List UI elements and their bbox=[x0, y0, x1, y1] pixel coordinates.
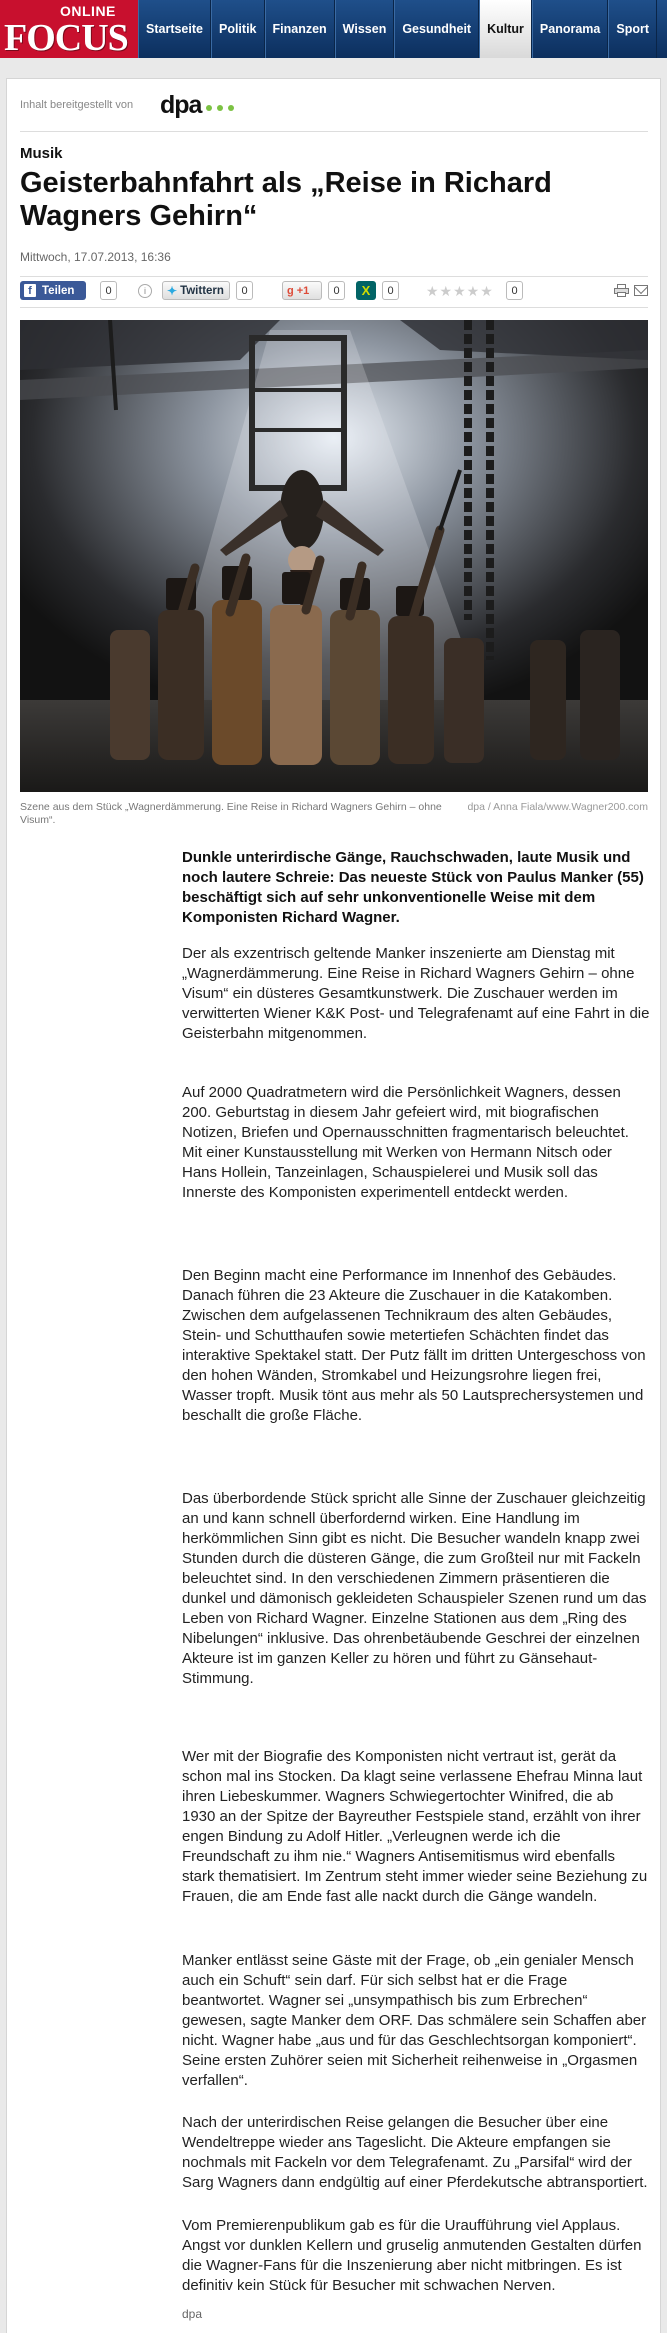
share-bar bbox=[20, 279, 648, 303]
nav-item-panorama[interactable]: Panorama bbox=[532, 0, 608, 58]
twitter-bird-icon: ✦ bbox=[167, 283, 178, 298]
print-icon[interactable] bbox=[614, 284, 629, 297]
facebook-icon: f bbox=[24, 284, 36, 297]
article-paragraph: Manker entlässt seine Gäste mit der Frage, ob „ein genialer Mensch auch ein Schuft“ sein darf. Für sich selbst hat er die Frage beantwortet. Wagner sei „unsympathisch bis zum Erbrechen“ gewesen, sagte Manker dem ORF. Das schmälere sein Schaffen aber nicht. Wagner habe „aus und für das Geschlechtsorgan komponiert“. Seine ersten Zuhörer seien mit Sicherheit reihenweise in „Orgasmen verfallen“. bbox=[182, 1952, 647, 2089]
dpa-logo-dots bbox=[206, 105, 234, 111]
nav-item-startseite[interactable]: Startseite bbox=[138, 0, 211, 58]
divider bbox=[20, 131, 648, 132]
google-plus-button[interactable] bbox=[282, 281, 322, 300]
twitter-share-label: Twittern bbox=[180, 284, 224, 297]
article-panel bbox=[6, 78, 661, 2333]
provider-label: Inhalt bereitgestellt von bbox=[20, 99, 134, 111]
dpa-logo[interactable]: dpa bbox=[160, 91, 202, 119]
article-paragraph: Vom Premierenpublikum gab es für die Uraufführung viel Applaus. Angst vor dunklen Kellern und gruselig anmutenden Gestalten dürfen die Wagner-Fans für die Inszenierung aber nicht mitbringen. Es ist definitiv kein Stück für Besucher mit schwachen Nerven. bbox=[182, 2217, 642, 2294]
google-plus-count: 0 bbox=[328, 281, 345, 300]
stage-scene-illustration bbox=[20, 320, 648, 792]
nav-item-gesundheit[interactable]: Gesundheit bbox=[394, 0, 479, 58]
twitter-share-button[interactable] bbox=[162, 281, 230, 300]
article-photo bbox=[20, 320, 648, 792]
xing-share-button[interactable] bbox=[356, 281, 376, 300]
logo-online-text: ONLINE bbox=[60, 3, 116, 19]
article-author: dpa bbox=[182, 2307, 203, 2321]
info-icon[interactable]: i bbox=[138, 284, 152, 298]
nav-item-sport[interactable]: Sport bbox=[608, 0, 657, 58]
article-date: Mittwoch, 17.07.2013, 16:36 bbox=[20, 250, 171, 264]
xing-share-count: 0 bbox=[382, 281, 399, 300]
nav-item-wissen[interactable]: Wissen bbox=[335, 0, 395, 58]
nav-item-finanzen[interactable]: Finanzen bbox=[265, 0, 335, 58]
photo-caption: Szene aus dem Stück „Wagnerdämmerung. Eine Reise in Richard Wagners Gehirn – ohne Visum“. bbox=[20, 801, 442, 826]
rating-count: 0 bbox=[506, 281, 523, 300]
article-lead: Dunkle unterirdische Gänge, Rauchschwaden, laute Musik und noch lautere Schreie: Das neueste Stück von Paulus Manker (55) beschäftigt sich auf sehr unkonventionelle Weise mit dem Komponisten Richard Wagner. bbox=[182, 849, 644, 926]
divider bbox=[20, 276, 648, 277]
article-kicker: Musik bbox=[20, 145, 63, 162]
nav-item-kultur[interactable]: Kultur bbox=[479, 0, 532, 58]
google-plus-icon: g bbox=[287, 284, 294, 297]
xing-icon: X bbox=[361, 283, 371, 298]
mail-icon[interactable] bbox=[634, 285, 648, 296]
star-rating-icon[interactable]: ★★★★★ bbox=[426, 283, 494, 299]
facebook-share-label: Teilen bbox=[42, 284, 75, 297]
google-plus-label: +1 bbox=[296, 284, 310, 297]
article-paragraph: Der als exzentrisch geltende Manker inszenierte am Dienstag mit „Wagnerdämmerung. Eine Reise in Richard Wagners Gehirn – ohne Visum“ ein düsteres Gesamtkunstwerk. Die Zuschauer werden im verwitterten Wiener K&K Post- und Telegrafenamt auf eine Fahrt in die Geisterbahn mitgenommen. bbox=[182, 945, 650, 1042]
facebook-share-button[interactable] bbox=[20, 281, 86, 300]
article-paragraph: Auf 2000 Quadratmetern wird die Persönlichkeit Wagners, dessen 200. Geburtstag in diesem Jahr gefeiert wird, mit biografischen Notizen, Briefen und Opernausschnitten fragmentarisch beleuchtet. Mit einer Kunstausstellung mit Werken von Hermann Nitsch oder Hans Hollein, Tanzeinlagen, Schauspielerei und Musik soll das Innerste des Komponisten experimentell entdeckt werden. bbox=[182, 1084, 629, 1201]
facebook-share-count: 0 bbox=[100, 281, 117, 300]
article-paragraph: Nach der unterirdischen Reise gelangen die Besucher über eine Wendeltreppe wieder ans Tageslicht. Die Akteure empfangen sie nochmals mit Fackeln vor dem Telegrafenamt. Zu „Parsifal“ wird der Sarg Wagners dann endgültig auf einer Pferdekutsche abtransportiert. bbox=[182, 2114, 648, 2191]
divider bbox=[20, 307, 648, 308]
twitter-share-count: 0 bbox=[236, 281, 253, 300]
logo-focus-text: FOCUS bbox=[4, 17, 128, 58]
article-paragraph: Den Beginn macht eine Performance im Innenhof des Gebäudes. Danach führen die 23 Akteure die Zuschauer in die Katakomben. Zwischen dem aufgelassenen Technikraum des alten Gebäudes, Stein- und Schutthaufen sowie metertiefen Schächten findet das interaktive Spektakel statt. Der Putz fällt im dritten Untergeschoss von den hohen Wänden, Stromkabel und Heizungsrohre liegen frei, Wasser tropft. Musik tönt aus mehr als 50 Lautsprechersystemen und beschallt die große Fläche. bbox=[182, 1267, 646, 1424]
article-headline: Geisterbahnfahrt als „Reise in Richard Wagners Gehirn“ bbox=[20, 167, 552, 232]
nav-item-politik[interactable]: Politik bbox=[211, 0, 265, 58]
photo-credit: dpa / Anna Fiala/www.Wagner200.com bbox=[467, 801, 648, 813]
article-paragraph: Das überbordende Stück spricht alle Sinne der Zuschauer gleichzeitig an und kann schnell überfordernd wirken. Eine Handlung im herkömmlichen Sinn gibt es nicht. Die Besucher wandeln knapp zwei Stunden durch die düsteren Gänge, die zum Großteil nur mit Fackeln beleuchtet sind. In den verschiedenen Zimmern präsentieren die dunkel und dämonisch gekleideten Schauspieler Szenen rund um das Leben von Richard Wagner. Einzelne Stationen aus dem „Ring des Nibelungen“ inklusive. Das ohrenbetäubende Geschrei der einzelnen Akteure ist im ganzen Keller zu hören und führt zu Gänsehaut-Stimmung. bbox=[182, 1490, 647, 1687]
focus-online-logo[interactable] bbox=[0, 0, 138, 58]
top-navigation-bar bbox=[0, 0, 667, 58]
main-nav bbox=[138, 0, 657, 58]
article-paragraph: Wer mit der Biografie des Komponisten nicht vertraut ist, gerät da schon mal ins Stocken. Da klagt seine verlassene Ehefrau Minna laut ihren Liebeskummer. Wagners Schwiegertochter Winifred, die ab 1930 an der Spitze der Bayreuther Festspiele stand, erzählt von ihrer engen Bindung zu Adolf Hitler. „Verleugnen werde ich die Freundschaft zu ihm nie.“ Wagners Antisemitismus wird ebenfalls stark thematisiert. Im Zentrum steht immer wieder seine Beziehung zu Frauen, die am Ende fast alle nackt durch die Gänge wandeln. bbox=[182, 1748, 648, 1905]
